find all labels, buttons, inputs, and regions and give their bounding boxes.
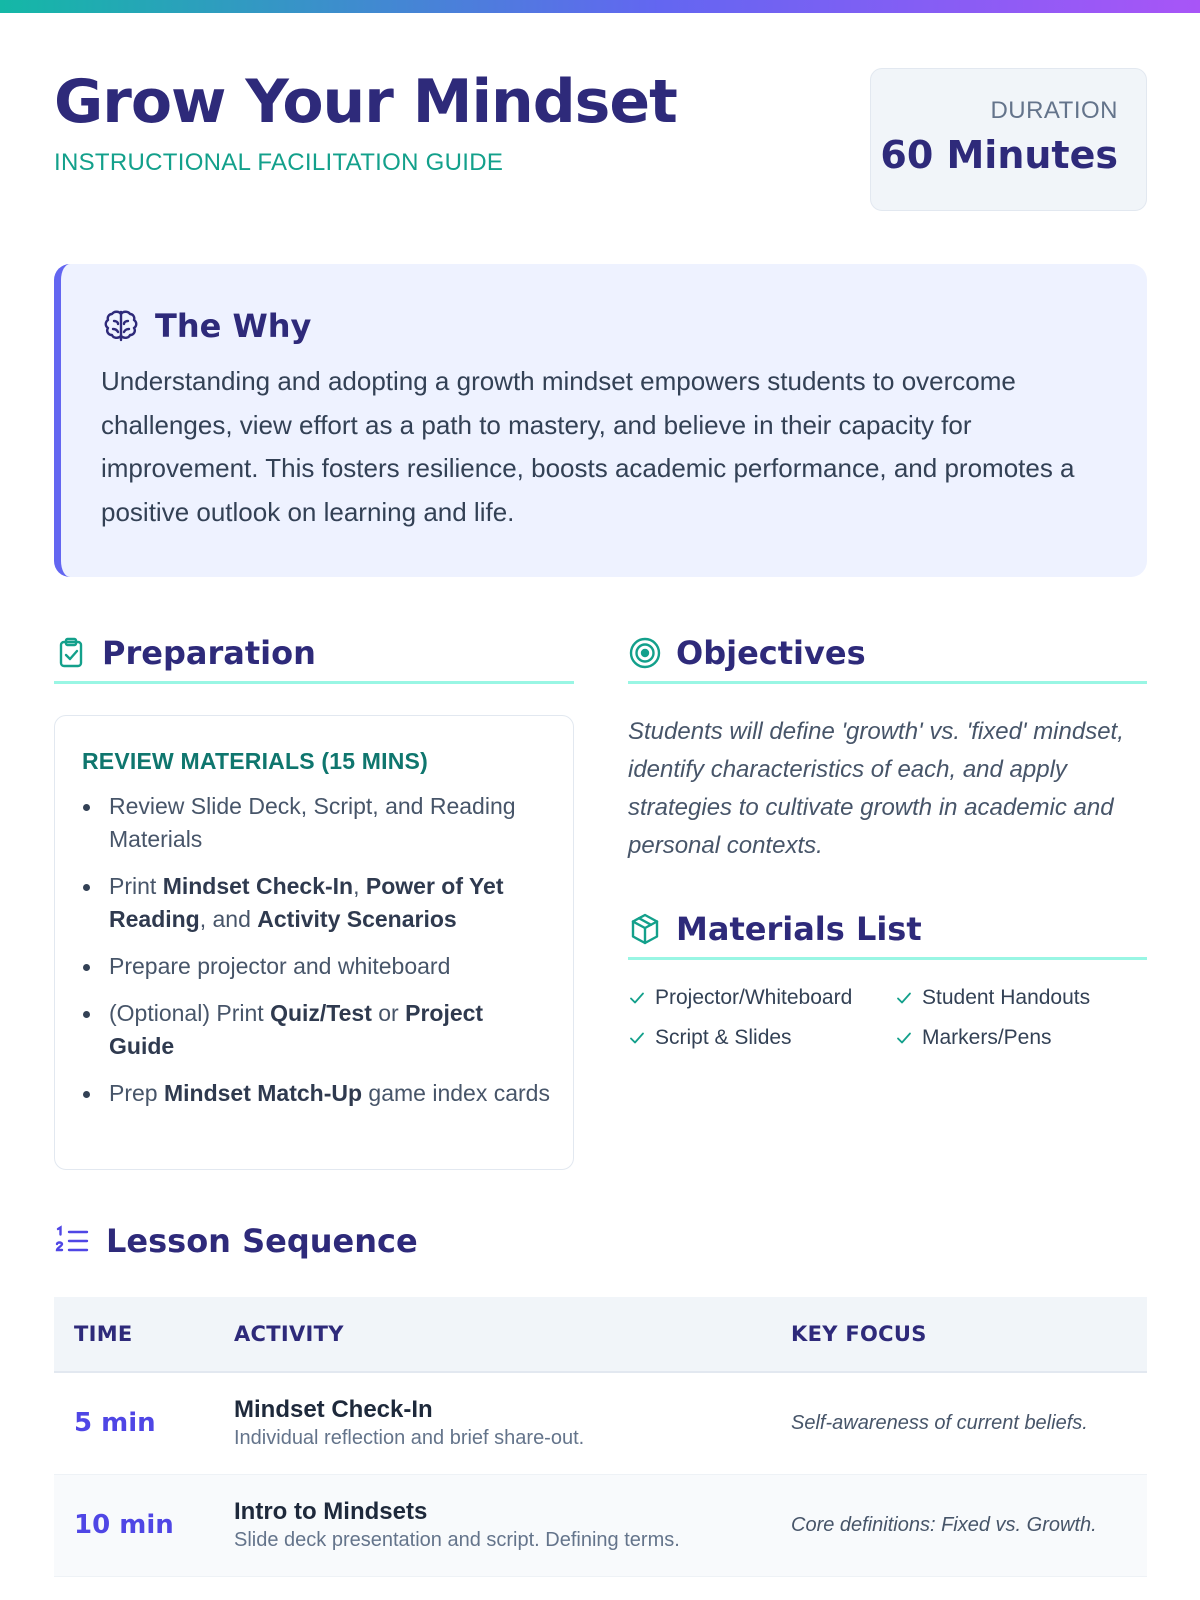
page-title: Grow Your Mindset xyxy=(54,67,677,137)
materials-item-label: Markers/Pens xyxy=(922,1026,1052,1049)
objectives-heading xyxy=(628,624,1147,684)
materials-title: Materials List xyxy=(676,909,922,948)
preparation-item-text: Review Slide Deck, Script, and Reading Materials xyxy=(109,793,516,852)
objectives-text: Students will define 'growth' vs. 'fixed' mindset, identify characteristics of each, and apply strategies to cultivate growth in academic and personal contexts. xyxy=(628,718,1124,859)
column-header-activity: ACTIVITY xyxy=(214,1297,771,1372)
preparation-item-text: game index cards xyxy=(362,1080,550,1106)
preparation-item xyxy=(82,790,553,856)
preparation-item-text: , xyxy=(353,873,366,899)
row-activity: Mindset Check-In xyxy=(234,1396,433,1424)
materials-item xyxy=(628,985,895,1011)
row-description: Individual reflection and brief share-out. xyxy=(234,1427,585,1450)
target-icon xyxy=(628,636,662,670)
column-header-key-focus: KEY FOCUS xyxy=(771,1297,1147,1372)
preparation-item-text: Print xyxy=(109,873,163,899)
table-header-row xyxy=(54,1297,1147,1372)
check-icon xyxy=(895,1029,913,1047)
materials-heading xyxy=(628,900,1147,960)
row-focus: Core definitions: Fixed vs. Growth. xyxy=(791,1513,1097,1536)
objectives-title: Objectives xyxy=(676,633,866,672)
why-text: Understanding and adopting a growth mindset empowers students to overcome challenges, view effort as a path to mastery, and believe in their capacity for improvement. This fosters resilience, boosts academic performance, and promotes a positive outlook on learning and life. xyxy=(101,366,1075,527)
preparation-item xyxy=(82,950,553,983)
check-icon xyxy=(628,1029,646,1047)
why-title: The Why xyxy=(155,307,312,345)
top-gradient-bar xyxy=(0,0,1200,13)
materials-list xyxy=(628,985,1147,1051)
row-time: 5 min xyxy=(74,1408,156,1439)
check-icon xyxy=(895,989,913,1007)
preparation-heading xyxy=(54,624,574,684)
preparation-item-text: Prep xyxy=(109,1080,164,1106)
preparation-item-highlight: Project Guide xyxy=(109,1000,484,1059)
preparation-list xyxy=(82,790,553,1110)
row-focus: Self-awareness of current beliefs. xyxy=(791,1411,1088,1434)
numbered-list-icon xyxy=(54,1223,90,1259)
materials-item xyxy=(895,1025,1147,1051)
preparation-item-text: (Optional) Print xyxy=(109,1000,271,1026)
check-icon xyxy=(628,989,646,1007)
duration-card xyxy=(870,68,1147,211)
duration-value: 60 Minutes xyxy=(880,133,1118,177)
preparation-item-text: Prepare projector and whiteboard xyxy=(109,953,451,979)
page-subtitle: INSTRUCTIONAL FACILITATION GUIDE xyxy=(54,149,504,176)
row-time: 10 min xyxy=(74,1510,174,1540)
preparation-item-highlight: Mindset Check-In xyxy=(162,873,354,899)
preparation-item-highlight: Power of Yet Reading xyxy=(109,873,504,932)
preparation-item-highlight: Mindset Match-Up xyxy=(163,1080,363,1106)
materials-item xyxy=(895,985,1147,1011)
preparation-item xyxy=(82,1077,553,1110)
preparation-title: Preparation xyxy=(102,633,316,672)
sequence-heading xyxy=(54,1222,418,1260)
table-row xyxy=(54,1474,1147,1576)
preparation-card xyxy=(54,715,574,1170)
package-icon xyxy=(628,912,662,946)
preparation-item xyxy=(82,997,553,1063)
clipboard-check-icon xyxy=(54,636,88,670)
duration-label: DURATION xyxy=(990,97,1118,124)
preparation-subheading: REVIEW MATERIALS (15 MINS) xyxy=(82,748,428,774)
why-section xyxy=(54,264,1147,577)
sequence-title: Lesson Sequence xyxy=(106,1222,418,1260)
column-header-time: TIME xyxy=(54,1297,214,1372)
lesson-sequence-table xyxy=(54,1297,1147,1577)
materials-item-label: Script & Slides xyxy=(655,1026,792,1049)
preparation-item-text: , and xyxy=(199,906,258,932)
why-heading xyxy=(101,304,1117,348)
row-description: Slide deck presentation and script. Defining terms. xyxy=(234,1529,680,1551)
header xyxy=(54,66,1147,211)
preparation-item-highlight: Activity Scenarios xyxy=(257,906,457,932)
preparation-item xyxy=(82,870,553,936)
row-activity: Intro to Mindsets xyxy=(234,1498,428,1525)
materials-item-label: Student Handouts xyxy=(922,986,1091,1009)
materials-item-label: Projector/Whiteboard xyxy=(655,986,853,1009)
preparation-item-text: or xyxy=(371,1000,406,1026)
materials-item xyxy=(628,1025,895,1051)
brain-icon xyxy=(101,306,141,346)
preparation-item-highlight: Quiz/Test xyxy=(270,1000,372,1026)
table-row xyxy=(54,1372,1147,1474)
